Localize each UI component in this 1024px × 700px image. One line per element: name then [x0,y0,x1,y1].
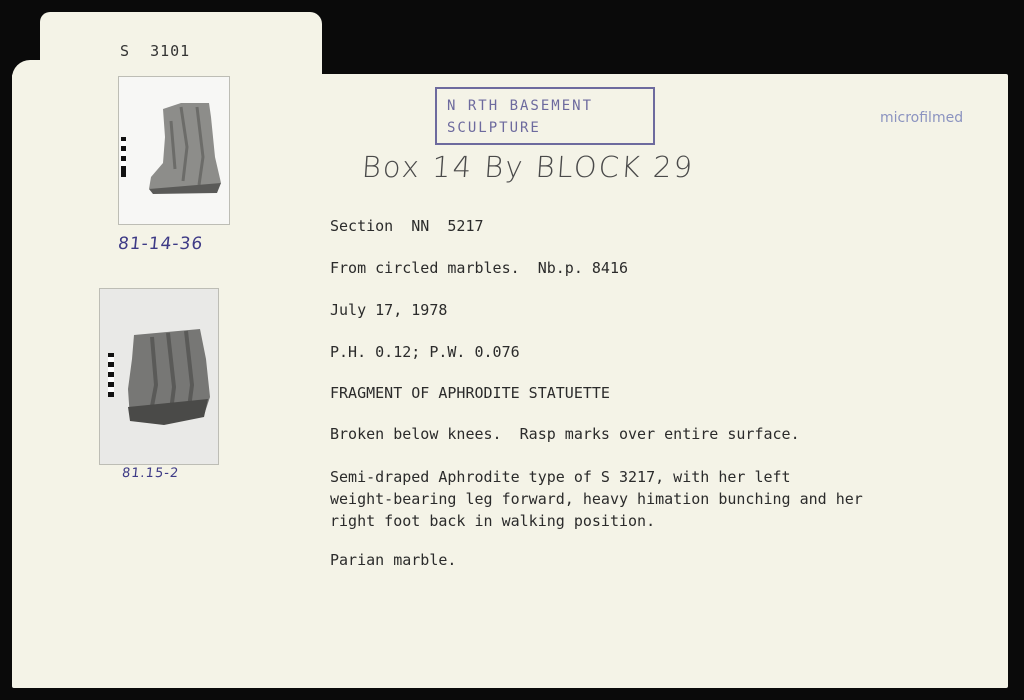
provenance-line: From circled marbles. Nb.p. 8416 [330,259,629,277]
location-stamp [435,87,655,145]
section-line: Section NN 5217 [330,217,484,235]
photo2-inventory-number: 81.15-2 [121,466,180,481]
description-block [330,466,863,532]
dimensions-line: P.H. 0.12; P.W. 0.076 [330,343,520,361]
description-line: Semi-draped Aphrodite type of S 3217, with her left [330,468,791,486]
photo1-inventory-number: 81-14-36 [116,234,205,254]
material-line: Parian marble. [330,551,457,569]
handwritten-box-note: Box 14 By BLOCK 29 [360,150,696,184]
condition-line: Broken below knees. Rasp marks over entire surface. [330,425,800,443]
object-title: FRAGMENT OF APHRODITE STATUETTE [330,384,610,402]
fragment-photo-front [118,76,230,225]
description-line: right foot back in walking position. [330,512,656,530]
date-line: July 17, 1978 [330,301,448,319]
stamp-line-location: N RTH BASEMENT [447,98,594,114]
card-number: S 3101 [120,42,191,60]
stamp-line-category: SCULPTURE [447,120,541,136]
description-line: weight-bearing leg forward, heavy himation bunching and her [330,490,863,508]
fragment-photo-side [99,288,219,465]
microfilmed-stamp: microfilmed [880,110,964,126]
